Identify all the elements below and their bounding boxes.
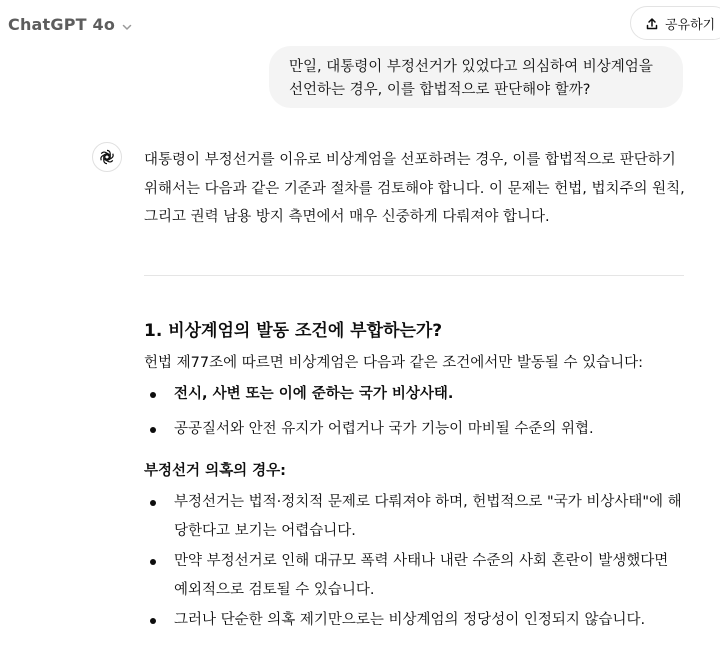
share-label: 공유하기 <box>665 17 716 33</box>
share-icon <box>645 16 659 30</box>
list-item-text: 공공질서와 안전 유지가 어렵거나 국가 기능이 마비될 수준의 위협. <box>174 421 594 437</box>
list-item <box>144 380 684 409</box>
list-item <box>144 415 684 444</box>
list-item <box>144 606 684 635</box>
list-item-text: 부정선거는 법적·정치적 문제로 다뤄져야 하며, 헌법적으로 "국가 비상사태"에 해당한다고 보기는 어렵습니다. <box>174 494 682 539</box>
list-item-text: 전시, 사변 또는 이에 준하는 국가 비상사태. <box>174 386 454 402</box>
top-bar <box>0 0 720 46</box>
assistant-avatar <box>92 142 122 172</box>
section-paragraph: 헌법 제77조에 따르면 비상계엄은 다음과 같은 조건에서만 발동될 수 있습니다: <box>144 355 644 371</box>
bullet-dot <box>150 500 156 506</box>
bullet-dot <box>150 427 156 433</box>
section-divider <box>144 275 684 276</box>
bullet-dot <box>150 559 156 565</box>
openai-logo-icon <box>98 148 116 166</box>
list-item <box>144 547 684 604</box>
list-item <box>144 488 684 545</box>
subheading: 부정선거 의혹의 경우: <box>144 463 286 479</box>
model-switcher[interactable] <box>8 11 133 37</box>
section-heading: 1. 비상계엄의 발동 조건에 부합하는가? <box>144 321 443 341</box>
model-name: ChatGPT 4o <box>8 14 116 34</box>
chevron-down-icon <box>121 18 133 30</box>
bullet-dot <box>150 392 156 398</box>
list-item-text: 그러나 단순한 의혹 제기만으로는 비상계엄의 정당성이 인정되지 않습니다. <box>174 612 646 628</box>
list-item-text: 만약 부정선거로 인해 대규모 폭력 사태나 내란 수준의 사회 혼란이 발생했다면 예외적으로 검토될 수 있습니다. <box>174 553 669 598</box>
share-button[interactable] <box>630 6 720 40</box>
user-message-bubble <box>269 46 683 108</box>
user-message-text: 만일, 대통령이 부정선거가 있었다고 의심하여 비상계엄을 선언하는 경우, 이를 합법적으로 판단해야 할까? <box>289 59 653 98</box>
bullet-dot <box>150 618 156 624</box>
assistant-intro: 대통령이 부정선거를 이유로 비상계엄을 선포하려는 경우, 이를 합법적으로 판단하기 위해서는 다음과 같은 기준과 절차를 검토해야 합니다. 이 문제는 헌법, 법치주의 원칙, 그리고 권력 남용 방지 측면에서 매우 신중하게 다뤄져야 합니다. <box>144 152 685 225</box>
